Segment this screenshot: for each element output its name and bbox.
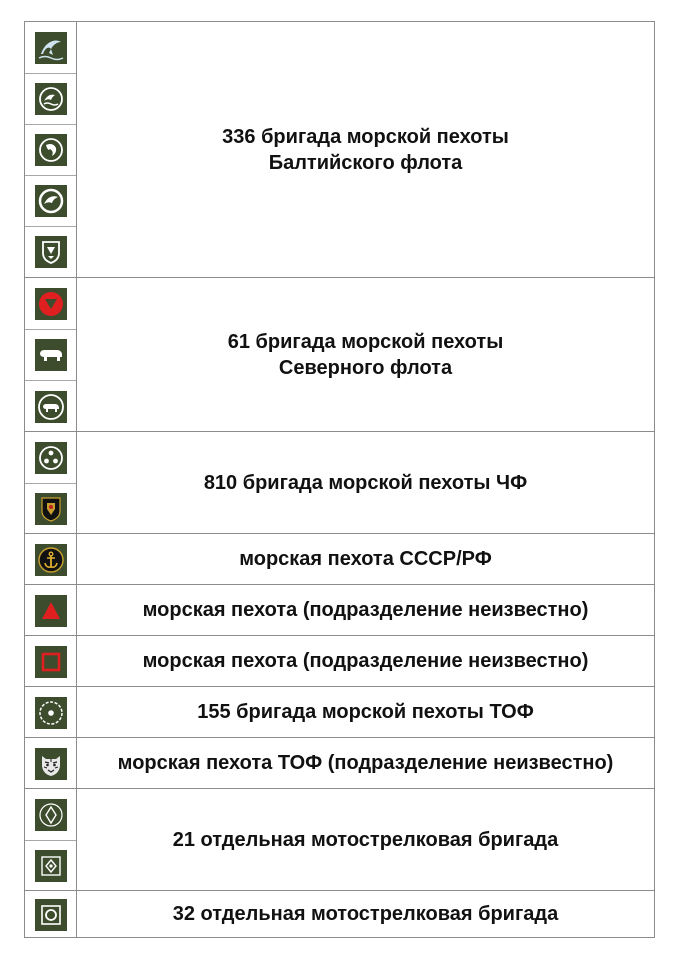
icon-cell	[25, 840, 76, 891]
unit-label	[77, 585, 654, 635]
diamond-circle-icon	[35, 799, 67, 831]
unit-label-line: 61 бригада морской пехоты	[227, 330, 504, 353]
red-triangle-icon	[35, 595, 67, 627]
anchor-emblem-icon	[35, 544, 67, 576]
shield-emblem-icon	[35, 236, 67, 268]
icon-cell	[25, 124, 76, 175]
unit-label	[77, 891, 654, 937]
icon-column	[25, 585, 77, 635]
red-square-icon	[35, 646, 67, 678]
icon-column	[25, 738, 77, 788]
circle-square-icon	[35, 899, 67, 931]
dolphin-wave-icon	[35, 83, 67, 115]
polar-bear-circle-icon	[35, 391, 67, 423]
polar-bear-icon	[35, 339, 67, 371]
diamond-square-icon	[35, 850, 67, 882]
unit-label-line: морская пехота СССР/РФ	[239, 548, 492, 570]
icon-cell	[25, 789, 76, 840]
icon-column	[25, 687, 77, 737]
unit-label	[77, 636, 654, 686]
unit-label-line: морская пехота (подразделение неизвестно)	[142, 650, 589, 672]
dolphin-leaping-icon	[35, 32, 67, 64]
unit-label	[77, 738, 654, 788]
icon-cell	[25, 738, 76, 789]
table-row-32-brigade	[25, 890, 654, 937]
icon-cell	[25, 329, 76, 380]
table-row-21-brigade	[25, 788, 654, 890]
icon-column	[25, 22, 77, 277]
tiger-head-icon	[35, 748, 67, 780]
red-triangle-circle-icon	[35, 288, 67, 320]
icon-cell	[25, 891, 76, 938]
three-dots-circle-icon	[35, 442, 67, 474]
unit-label-line: 810 бригада морской пехоты ЧФ	[203, 471, 528, 494]
icon-column	[25, 278, 77, 431]
icon-cell	[25, 636, 76, 687]
unit-label-line: 155 бригада морской пехоты ТОФ	[197, 701, 534, 723]
unit-label-line: 21 отдельная мотострелковая бригада	[172, 828, 559, 851]
black-shield-emblem-icon	[35, 493, 67, 525]
table-row-unknown-unit-triangle	[25, 584, 654, 635]
unit-label-line: Северного флота	[278, 356, 453, 379]
unit-label-line: 32 отдельная мотострелковая бригада	[172, 903, 559, 925]
icon-column	[25, 534, 77, 584]
unit-label-line: 336 бригада морской пехоты	[222, 125, 509, 148]
table-row-810-brigade	[25, 431, 654, 533]
unit-label-line: Балтийского флота	[268, 151, 463, 174]
icon-cell	[25, 226, 76, 277]
icon-cell	[25, 483, 76, 534]
unit-label	[77, 278, 654, 431]
icon-cell	[25, 534, 76, 585]
icon-column	[25, 789, 77, 890]
icon-cell	[25, 380, 76, 432]
table-row-unknown-unit-square	[25, 635, 654, 686]
icon-cell	[25, 278, 76, 329]
icon-cell	[25, 687, 76, 738]
icon-cell	[25, 22, 76, 73]
icon-column	[25, 432, 77, 533]
unit-label	[77, 789, 654, 890]
unit-label	[77, 534, 654, 584]
unit-label	[77, 22, 654, 277]
dolphin-ring-icon	[35, 185, 67, 217]
icon-column	[25, 891, 77, 937]
table-row-pacific-marines	[25, 737, 654, 788]
icon-cell	[25, 432, 76, 483]
unit-label	[77, 432, 654, 533]
table-row-155-brigade	[25, 686, 654, 737]
icon-cell	[25, 73, 76, 124]
table-row-336-brigade	[25, 22, 654, 277]
unit-label-line: морская пехота ТОФ (подразделение неизвестно)	[117, 752, 614, 774]
insignia-table	[24, 21, 655, 938]
icon-cell	[25, 175, 76, 226]
unit-label-line: морская пехота (подразделение неизвестно)	[142, 599, 589, 621]
table-row-61-brigade	[25, 277, 654, 431]
dolphin-circle-icon	[35, 134, 67, 166]
icon-cell	[25, 585, 76, 636]
unit-label	[77, 687, 654, 737]
dot-circle-icon	[35, 697, 67, 729]
table-row-ussr-marines	[25, 533, 654, 584]
icon-column	[25, 636, 77, 686]
